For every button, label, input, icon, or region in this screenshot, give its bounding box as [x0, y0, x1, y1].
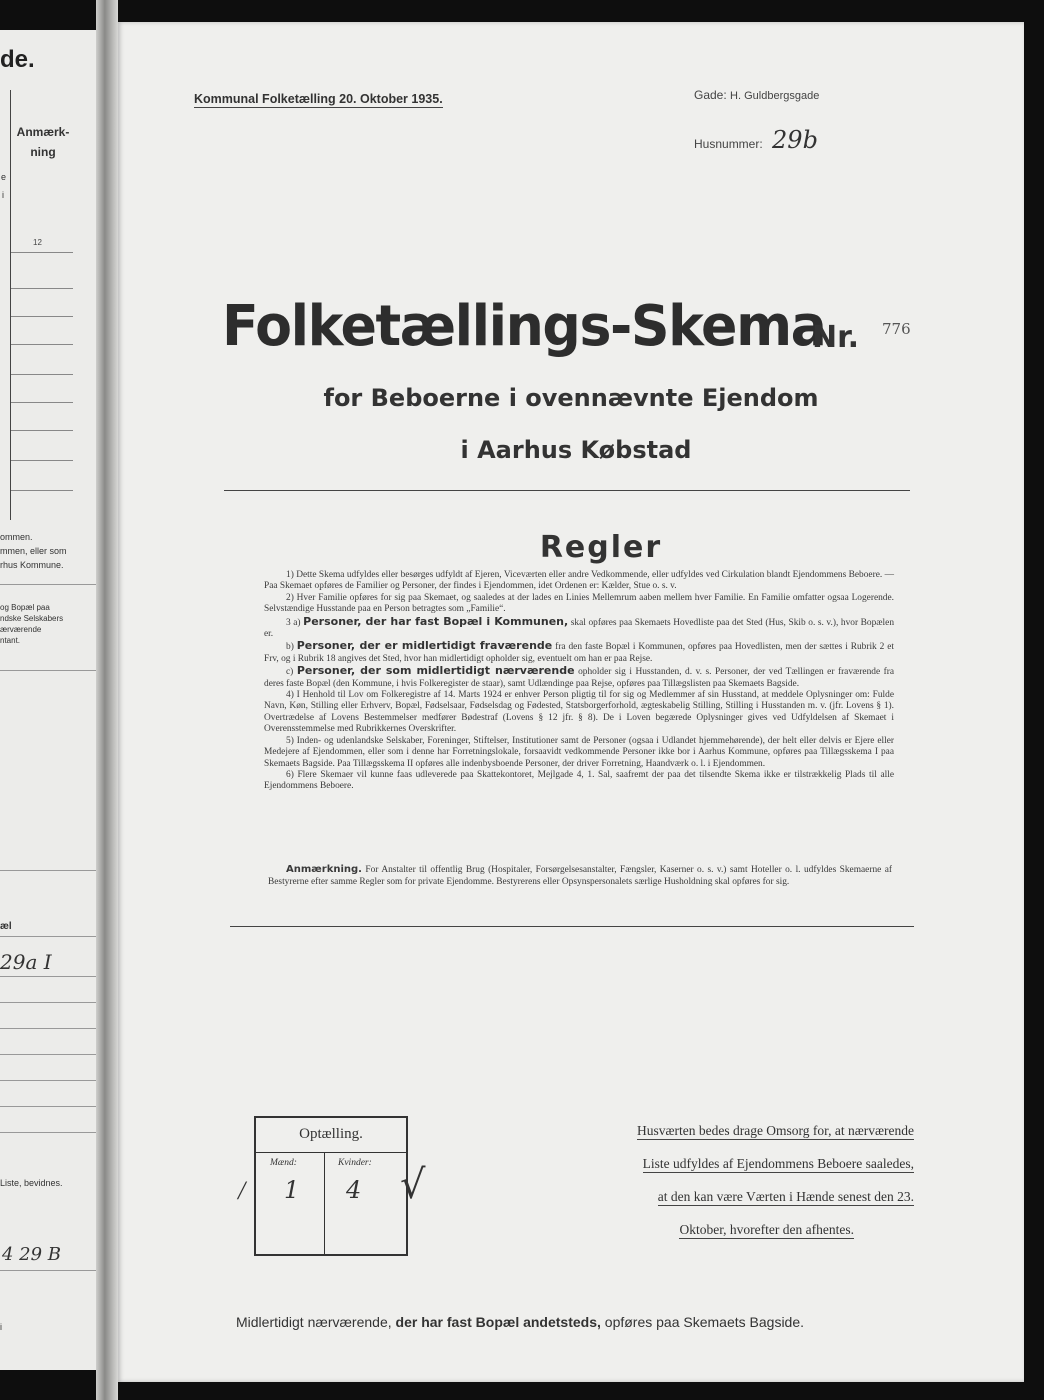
divider-rule: [224, 490, 910, 491]
left-fragment-i: i: [0, 1322, 2, 1332]
count-box-rule: [256, 1152, 406, 1153]
left-column-fragment: [0, 90, 10, 520]
left-rule: [0, 1270, 96, 1271]
left-rule: [0, 670, 96, 671]
house-number-label: Husnummer:: [694, 137, 763, 151]
left-text-line: ærværende: [0, 625, 42, 634]
check-mark-icon: √: [400, 1162, 426, 1208]
footer-part-3: opføres paa Skemaets Bagside.: [604, 1314, 805, 1330]
left-text-block-2: [0, 602, 63, 646]
men-count: 1: [284, 1176, 300, 1204]
left-rule: [0, 1002, 96, 1003]
remarks-column-title: Anmærk- ning: [16, 125, 70, 159]
left-text-line: ommen.: [0, 532, 33, 542]
column-rule: [11, 402, 73, 403]
rule-3a-heading: Personer, der har fast Bopæl i Kommunen,: [303, 614, 569, 628]
footer-part-2: der har fast Bopæl andetsteds,: [395, 1314, 601, 1330]
notice-line-4: Oktober, hvorefter den afhentes.: [679, 1222, 854, 1237]
divider-rule: [230, 926, 914, 927]
house-number-field: [694, 126, 818, 154]
left-column-letter-e: e: [1, 172, 7, 182]
left-rule: [0, 1080, 96, 1081]
rule-3b-heading: Personer, der er midlertidigt fraværende: [296, 639, 553, 653]
left-text-block-1: [0, 530, 67, 572]
column-rule: [11, 490, 73, 491]
women-count: 4: [346, 1176, 362, 1204]
left-rule: [0, 976, 96, 977]
left-text-line: ndske Selskabers: [0, 614, 64, 623]
form-subtitle-2: i Aarhus Købstad: [460, 436, 692, 464]
landlord-notice: [554, 1114, 914, 1246]
column-rule: [11, 460, 73, 461]
rule-paragraph-5: 5) Inden- og udenlandske Selskaber, Foreninger, Stiftelser, Institutioner samt de Personer (ogsaa i Udlandet hjemmehørende), der helt eller delvis er Ejere eller Medejere af Ejendommen, eller som i denne har Forretningslokale, forsaavidt vedkommende Personer ikke bor i Aarhus Kommune, opføres paa Tillægsskema I paa Skemaets Bagside. Paa Tillægsskema II opføres alle indenbysboende Personer, der driver Forretning, Haandværk o. l. i Ejendommen.: [264, 735, 894, 769]
left-rule: [0, 1028, 96, 1029]
rule-3a-text: skal opføres paa Skemaets Hovedliste paa det Sted (Hus, Skib o. s. v.), hvor Bopælen er.: [264, 617, 895, 640]
street-field: [694, 88, 819, 102]
census-header: Kommunal Folketælling 20. Oktober 1935.: [194, 92, 443, 106]
left-text-line: mmen, eller som: [0, 546, 67, 556]
house-number-value: 29b: [772, 126, 818, 154]
rule-paragraph-1: 1) Dette Skema udfyldes eller besørges udfyldt af Ejeren, Viceværten eller andre Vedkommende, eller udfyldes ved Cirkulation blandt Ejendommens Beboere. — Paa Skemaet opføres de Familier og Personer, der findes i Ejendommen, idet Ordenen er: Kælder, Stue o. s. v.: [264, 570, 894, 592]
rule-paragraph-3c: [264, 665, 894, 690]
rule-paragraph-4: 4) I Henhold til Lov om Folkeregistre af 14. Marts 1924 er enhver Person pligtig til for sig og Medlemmer af sin Husstand, at meddele Oplysninger om: Fulde Navn, Køn, Stilling eller Erhverv, Bopæl, Fødselsaar, Fødselsdag og Fødested, Statsborgerforhold, ægteskabelig Stilling, Stilling i Husstanden m. v. (jfr. Lovens § 1). Overtrædelse af Lovens Bestemmelser medfører Bødestraf (Lovens § 12 jfr. § 8). De i Loven begærede Oplysninger gives ved Udfyldelsen af Skemaet i Overensstemmelse med Rubrikkernes Overskrifter.: [264, 690, 894, 735]
form-subtitle-1: for Beboerne i ovennævnte Ejendom: [323, 384, 819, 412]
census-form-page: [118, 22, 1024, 1382]
rule-paragraph-2: 2) Hver Familie opføres for sig paa Skemaet, og saaledes at der lades en Linies Mellemrum aaben mellem hver Familie. En Familie omfatter ogsaa Logerende. Selvstændige Husstande paa en Person betragtes som „Familie“.: [264, 592, 894, 615]
form-title: Folketællings-Skema: [222, 294, 826, 359]
rule-paragraph-6: 6) Flere Skemaer vil kunne faas udleverede paa Skattekontoret, Mejlgade 4, 1. Sal, saafremt der paa det tilsendte Skema ikke er tilstrækkelig Plads til alle Ejendommens Beboere.: [264, 769, 894, 792]
remark-text: For Anstalter til offentlig Brug (Hospitaler, Forsørgelsesanstalter, Fængsler, Kaserner o. s. v.) samt Hoteller o. l. udfyldes Skemaerne af Bestyrerne efter samme Regler som for private Ejendomme. Bestyrerens eller Opsynspersonalets særlige Husholdning skal opføres for sig.: [268, 865, 893, 887]
rule-3c-prefix: c): [286, 667, 294, 678]
column-rule: [11, 374, 73, 375]
column-rule: [11, 344, 73, 345]
remark-note: [268, 864, 892, 888]
women-label: Kvinder:: [338, 1158, 372, 1168]
left-rule: [0, 584, 96, 585]
remark-lead: Anmærkning.: [286, 864, 362, 875]
street-label: Gade:: [694, 88, 727, 102]
left-rule: [0, 870, 96, 871]
rule-paragraph-3a: [264, 616, 894, 641]
rules-heading: Regler: [539, 530, 663, 565]
column-number: 12: [33, 238, 42, 247]
rule-3c-text: opholder sig i Husstanden, d. v. s. Personer, der ved Tællingen er fraværende fra deres faste Bopæl (den Kommune, i hvis Folkeregister de staar), samt Udlændinge paa Rejse, opføres paa Tillægslisten paa Skemaets Bagside.: [264, 667, 895, 689]
column-rule: [11, 316, 73, 317]
left-rule: [0, 936, 96, 937]
notice-line-2: Liste udfyldes af Ejendommens Beboere saaledes,: [642, 1156, 914, 1171]
left-rule: [0, 1106, 96, 1107]
count-box-divider: [324, 1152, 325, 1256]
left-column-letter-i: i: [2, 190, 4, 200]
count-box: [254, 1116, 408, 1256]
rule-paragraph-3b: [264, 640, 894, 665]
left-page-header: de.: [0, 46, 35, 73]
left-fragment-ael: æl: [0, 921, 12, 932]
footer-note: [236, 1314, 804, 1330]
notice-line-3: at den kan være Værten i Hænde senest den 23.: [657, 1189, 914, 1204]
column-rule: [11, 288, 73, 289]
form-number-value: 776: [882, 320, 911, 338]
column-rule: [11, 430, 73, 431]
left-text-line: og Bopæl paa: [0, 603, 50, 612]
count-title: Optælling.: [299, 1126, 363, 1142]
rule-3b-text: fra den faste Bopæl i Kommunen, opføres paa Hovedlisten, men der sættes i Rubrik 2 et Frv, og i Rubrik 18 angives det Sted, hvor han midlertidigt opholder sig, eventuelt om han er paa Rejse.: [264, 642, 895, 664]
left-text-liste: Liste, bevidnes.: [0, 1178, 63, 1188]
street-value: H. Guldbergsgade: [730, 90, 820, 102]
men-label: Mænd:: [270, 1158, 297, 1168]
left-rule: [0, 1054, 96, 1055]
left-handwriting-1: 29a I: [0, 950, 52, 974]
remarks-column: [10, 90, 96, 520]
rule-3c-heading: Personer, der som midlertidigt nærværende: [296, 664, 575, 678]
rule-3a-prefix: 3 a): [286, 617, 301, 628]
footer-part-1: Midlertidigt nærværende,: [236, 1314, 392, 1330]
notice-line-1: Husværten bedes drage Omsorg for, at nærværende: [636, 1123, 914, 1138]
left-rule: [0, 1132, 96, 1133]
left-text-line: rhus Kommune.: [0, 560, 64, 570]
pencil-mark: /: [238, 1176, 246, 1205]
column-rule: [11, 252, 73, 253]
rules-text: [264, 570, 894, 793]
rule-3b-prefix: b): [286, 642, 294, 653]
form-number-label: Nr.: [812, 320, 860, 355]
left-text-line: ntant.: [0, 636, 21, 645]
left-page-fragment: [0, 30, 96, 1370]
book-spine: [96, 0, 118, 1400]
left-handwriting-2: 4 29 B: [2, 1244, 62, 1265]
